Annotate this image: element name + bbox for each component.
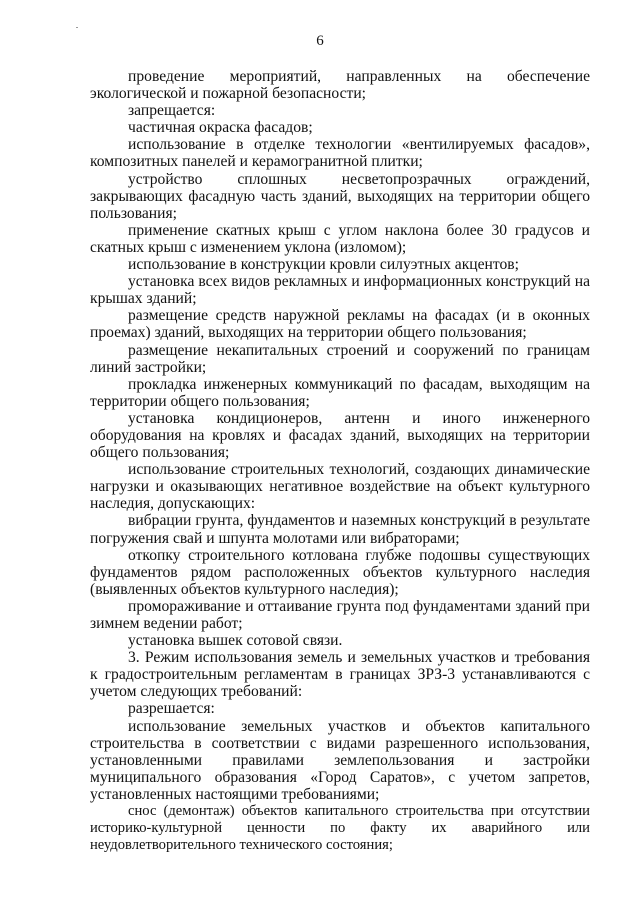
- paragraph: запрещается:: [128, 102, 216, 120]
- paragraph: снос (демонтаж) объектов капитального строительства при отсутствии историко-культурной ценности по факту их аварийного или неудовлетворительного технического состояния;: [90, 803, 590, 854]
- paragraph: использование в конструкции кровли силуэтных акцентов;: [128, 256, 519, 274]
- paragraph: размещение средств наружной рекламы на фасадах (и в оконных проемах) зданий, выходящих на территории общего пользования;: [90, 307, 590, 342]
- paragraph: применение скатных крыш с углом наклона более 30 градусов и скатных крыш с изменением уклона (изломом);: [90, 221, 590, 256]
- paragraph: прокладка инженерных коммуникаций по фасадам, выходящим на территории общего пользования;: [90, 375, 590, 410]
- paragraph: откопку строительного котлована глубже подошвы существующих фундаментов рядом расположенных объектов культурного наследия (выявленных объектов культурного наследия);: [90, 546, 590, 598]
- paragraph: вибрации грунта, фундаментов и наземных конструкций в результате погружения свай и шпунта молотами или вибраторами;: [90, 512, 590, 547]
- scan-artifact: [76, 27, 78, 28]
- paragraph: проведение мероприятий, направленных на обеспечение экологической и пожарной безопасности;: [90, 68, 590, 103]
- paragraph: частичная окраска фасадов;: [128, 119, 313, 137]
- paragraph: использование в отделке технологии «вентилируемых фасадов», композитных панелей и керамогранитной плитки;: [90, 136, 590, 171]
- paragraph: установка вышек сотовой связи.: [128, 632, 343, 650]
- paragraph: установка кондиционеров, антенн и иного инженерного оборудования на кровлях и фасадах зданий, выходящих на территории общего пользования;: [90, 409, 590, 462]
- page-number: 6: [316, 33, 324, 49]
- paragraph: использование строительных технологий, создающих динамические нагрузки и оказывающих негативное воздействие на объект культурного наследия, допускающих:: [90, 461, 590, 513]
- paragraph: установка всех видов рекламных и информационных конструкций на крышах зданий;: [90, 273, 590, 308]
- paragraph: использование земельных участков и объектов капитального строительства в соответствии с видами разрешенного использования, установленными правилами землепользования и застройки муниципального образования «Город Саратов», с учетом запретов, установленных настоящими требованиями;: [90, 717, 590, 803]
- paragraph: разрешается:: [128, 700, 215, 718]
- paragraph: промораживание и оттаивание грунта под фундаментами зданий при зимнем ведении работ;: [90, 597, 590, 632]
- paragraph: размещение некапитальных строений и сооружений по границам линий застройки;: [90, 341, 590, 376]
- paragraph: 3. Режим использования земель и земельных участков и требования к градостроительным регламентам в границах ЗРЗ-3 устанавливаются с учетом следующих требований:: [90, 649, 590, 701]
- document-body: [90, 68, 590, 854]
- paragraph: устройство сплошных несветопрозрачных ограждений, закрывающих фасадную часть зданий, выходящих на территории общего пользования;: [90, 170, 590, 222]
